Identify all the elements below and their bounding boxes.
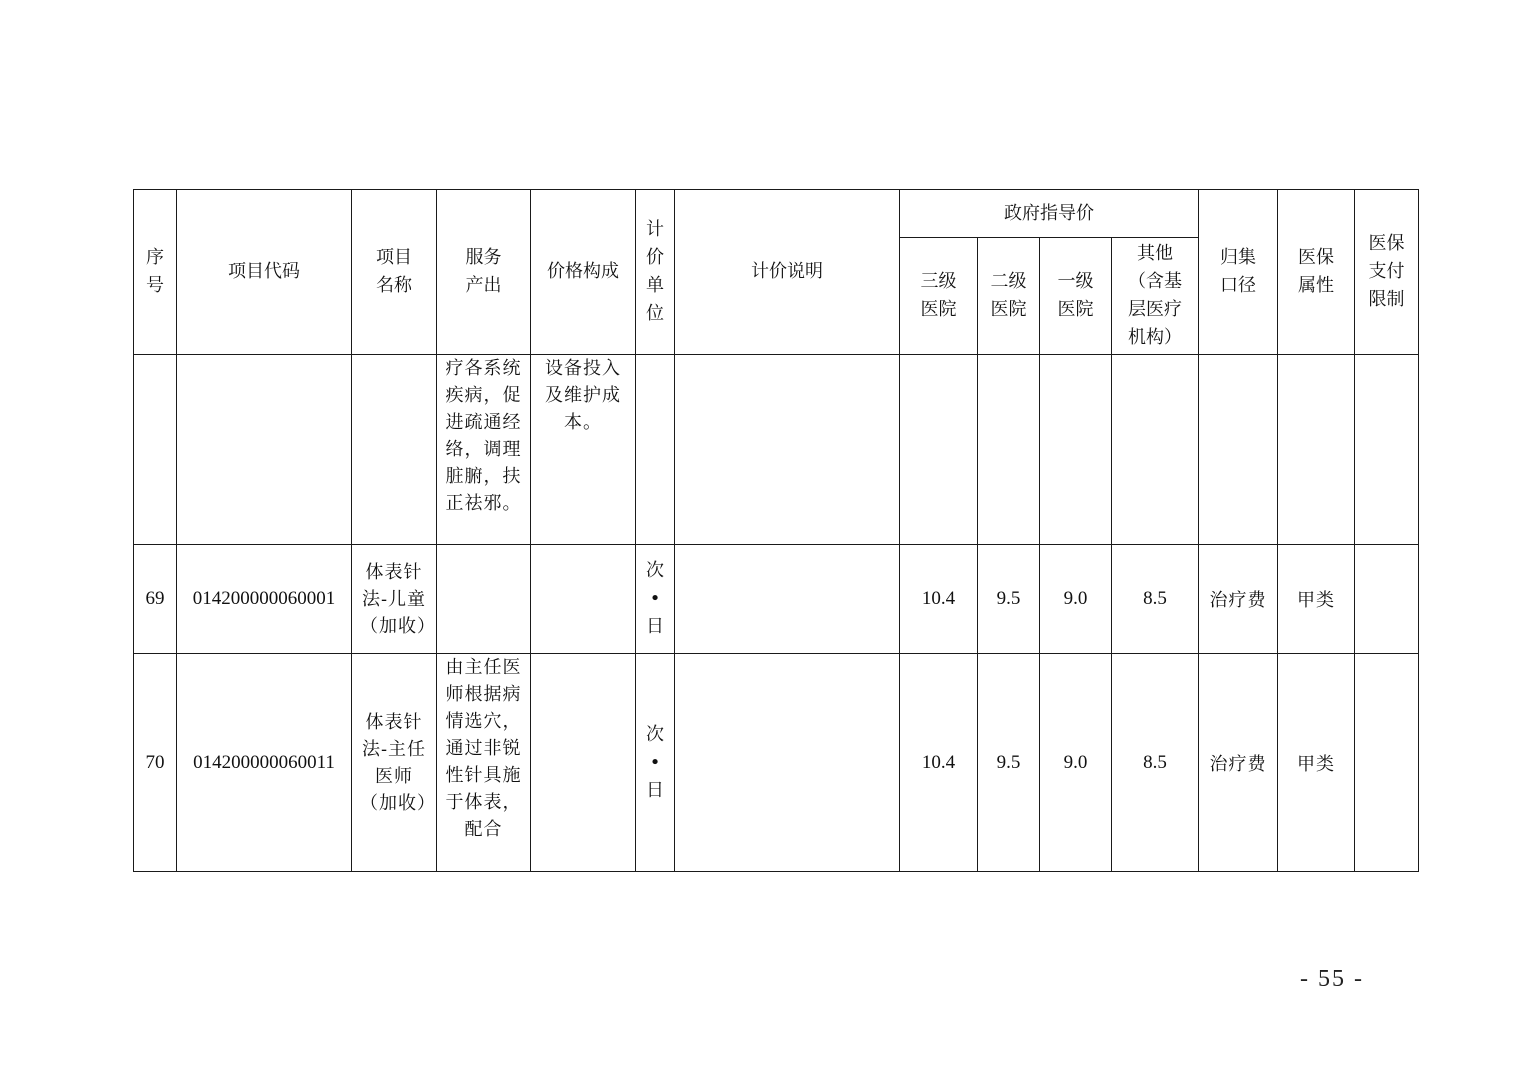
header-other: 其他（含基层医疗机构） xyxy=(1112,238,1199,355)
row-code: 014200000060011 xyxy=(177,654,352,872)
row-other: 8.5 xyxy=(1112,654,1199,872)
header-note: 计价说明 xyxy=(675,190,900,355)
row-code: 014200000060001 xyxy=(177,545,352,654)
row-tier2: 9.5 xyxy=(978,654,1040,872)
pricing-table xyxy=(133,189,1419,872)
header-insurance-limit: 医保支付限制 xyxy=(1355,190,1419,355)
row-tier1 xyxy=(1040,355,1112,545)
row-name xyxy=(352,355,437,545)
row-name: 体表针法-主任医师（加收） xyxy=(352,654,437,872)
row-insurance-attr: 甲类 xyxy=(1278,545,1355,654)
table-row xyxy=(134,355,1419,545)
row-category: 治疗费 xyxy=(1199,654,1278,872)
header-unit: 计价单位 xyxy=(636,190,675,355)
row-composition xyxy=(531,654,636,872)
table-row xyxy=(134,545,1419,654)
row-insurance-attr xyxy=(1278,355,1355,545)
row-output: 疗各系统疾病，促进疏通经络，调理脏腑，扶正祛邪。 xyxy=(437,355,531,545)
row-output: 由主任医师根据病情选穴，通过非锐性针具施于体表，配合 xyxy=(437,654,531,872)
row-tier2: 9.5 xyxy=(978,545,1040,654)
row-category xyxy=(1199,355,1278,545)
header-row-top xyxy=(134,190,1419,238)
row-insurance-limit xyxy=(1355,355,1419,545)
table-row xyxy=(134,654,1419,872)
row-composition: 设备投入及维护成本。 xyxy=(531,355,636,545)
header-category: 归集口径 xyxy=(1199,190,1278,355)
row-name: 体表针法-儿童（加收） xyxy=(352,545,437,654)
row-seq: 69 xyxy=(134,545,177,654)
row-note xyxy=(675,654,900,872)
row-category: 治疗费 xyxy=(1199,545,1278,654)
header-output: 服务产出 xyxy=(437,190,531,355)
row-tier2 xyxy=(978,355,1040,545)
row-unit xyxy=(636,355,675,545)
header-code: 项目代码 xyxy=(177,190,352,355)
row-seq xyxy=(134,355,177,545)
row-tier3: 10.4 xyxy=(900,545,978,654)
page-number: - 55 - xyxy=(1300,966,1364,992)
header-tier2: 二级医院 xyxy=(978,238,1040,355)
row-other xyxy=(1112,355,1199,545)
row-note xyxy=(675,355,900,545)
row-tier3: 10.4 xyxy=(900,654,978,872)
header-name: 项目名称 xyxy=(352,190,437,355)
header-tier1: 一级医院 xyxy=(1040,238,1112,355)
row-code xyxy=(177,355,352,545)
row-seq: 70 xyxy=(134,654,177,872)
row-tier1: 9.0 xyxy=(1040,654,1112,872)
header-seq: 序号 xyxy=(134,190,177,355)
header-tier3: 三级医院 xyxy=(900,238,978,355)
row-unit: 次•日 xyxy=(636,545,675,654)
row-composition xyxy=(531,545,636,654)
header-composition: 价格构成 xyxy=(531,190,636,355)
row-tier1: 9.0 xyxy=(1040,545,1112,654)
row-unit: 次•日 xyxy=(636,654,675,872)
header-gov-price: 政府指导价 xyxy=(900,190,1199,238)
row-insurance-limit xyxy=(1355,545,1419,654)
row-note xyxy=(675,545,900,654)
row-other: 8.5 xyxy=(1112,545,1199,654)
row-insurance-limit xyxy=(1355,654,1419,872)
row-tier3 xyxy=(900,355,978,545)
row-output xyxy=(437,545,531,654)
row-insurance-attr: 甲类 xyxy=(1278,654,1355,872)
header-insurance-attr: 医保属性 xyxy=(1278,190,1355,355)
